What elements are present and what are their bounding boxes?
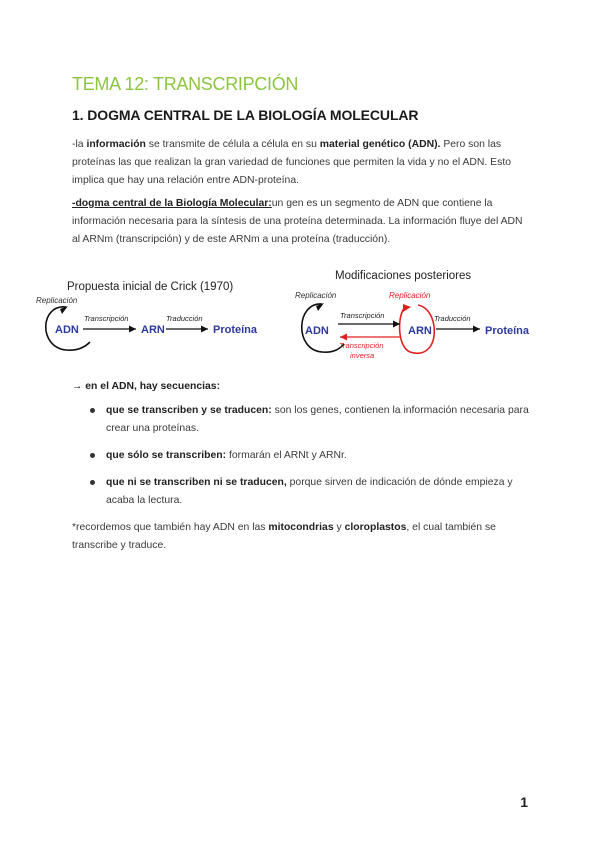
- page-number: 1: [520, 794, 528, 810]
- left-proteina: Proteína: [213, 324, 258, 336]
- right-traduccion-label: Traducción: [434, 314, 471, 323]
- right-adn: ADN: [305, 325, 329, 337]
- left-transcripcion-label: Transcripción: [84, 314, 129, 323]
- right-transcripcion-inversa-label-2: inversa: [350, 351, 375, 360]
- list-item: que ni se transcriben ni se traducen, porque sirven de indicación de dónde empieza y acaba la lectura.: [72, 474, 542, 510]
- dogma-term: -dogma central de la Biología Molecular:: [72, 198, 272, 209]
- right-transcripcion-inversa-label-1: Transcripción: [339, 341, 384, 350]
- dogma-diagram: [0, 262, 600, 372]
- sequence-list-lead: → en el ADN, hay secuencias:: [72, 381, 221, 392]
- paragraph-informacion: -la información se transmite de célula a célula en su material genético (ADN). Pero son las proteínas las que realizan la gran variedad de funciones que permiten la vida y no el ADN. Esto implica que hay una relación entre ADN-proteína.: [72, 139, 511, 186]
- bullet-icon: [90, 480, 95, 485]
- right-transcripcion-label: Transcripción: [340, 311, 385, 320]
- right-replicacion-adn-label: Replicación: [295, 291, 337, 300]
- sequence-list: [72, 381, 542, 519]
- right-diagram-title: Modificaciones posteriores: [335, 270, 472, 282]
- bullet-icon: [90, 453, 95, 458]
- right-replicacion-arn-arrowhead: [403, 304, 411, 312]
- right-arn: ARN: [408, 325, 432, 337]
- list-item: que se transcriben y se traducen: son los genes, contienen la información necesaria para crear una proteínas.: [72, 402, 542, 438]
- paragraph-dogma-central: -dogma central de la Biología Molecular:un gen es un segmento de ADN que contiene la información necesaria para la síntesis de una proteína determinada. La información fluye del ADN al ARNm (transcripción) y de este ARNm a una proteína (traducción).: [72, 198, 523, 245]
- left-traduccion-label: Traducción: [166, 314, 203, 323]
- note-paragraph: *recordemos que también hay ADN en las mitocondrias y cloroplastos, el cual también se transcribe y traduce.: [72, 522, 496, 551]
- left-replicacion-label: Replicación: [36, 296, 78, 305]
- right-replicacion-arn-label: Replicación: [389, 291, 431, 300]
- bullet-icon: [90, 408, 95, 413]
- left-diagram-title: Propuesta inicial de Crick (1970): [67, 281, 234, 293]
- section-heading: 1. DOGMA CENTRAL DE LA BIOLOGÍA MOLECULAR: [72, 107, 419, 123]
- right-proteina: Proteína: [485, 325, 530, 337]
- left-adn: ADN: [55, 324, 79, 336]
- page-title: TEMA 12: TRANSCRIPCIÓN: [72, 74, 299, 94]
- left-arn: ARN: [141, 324, 165, 336]
- list-item: que sólo se transcriben: formarán el ARNt y ARNr.: [72, 447, 542, 465]
